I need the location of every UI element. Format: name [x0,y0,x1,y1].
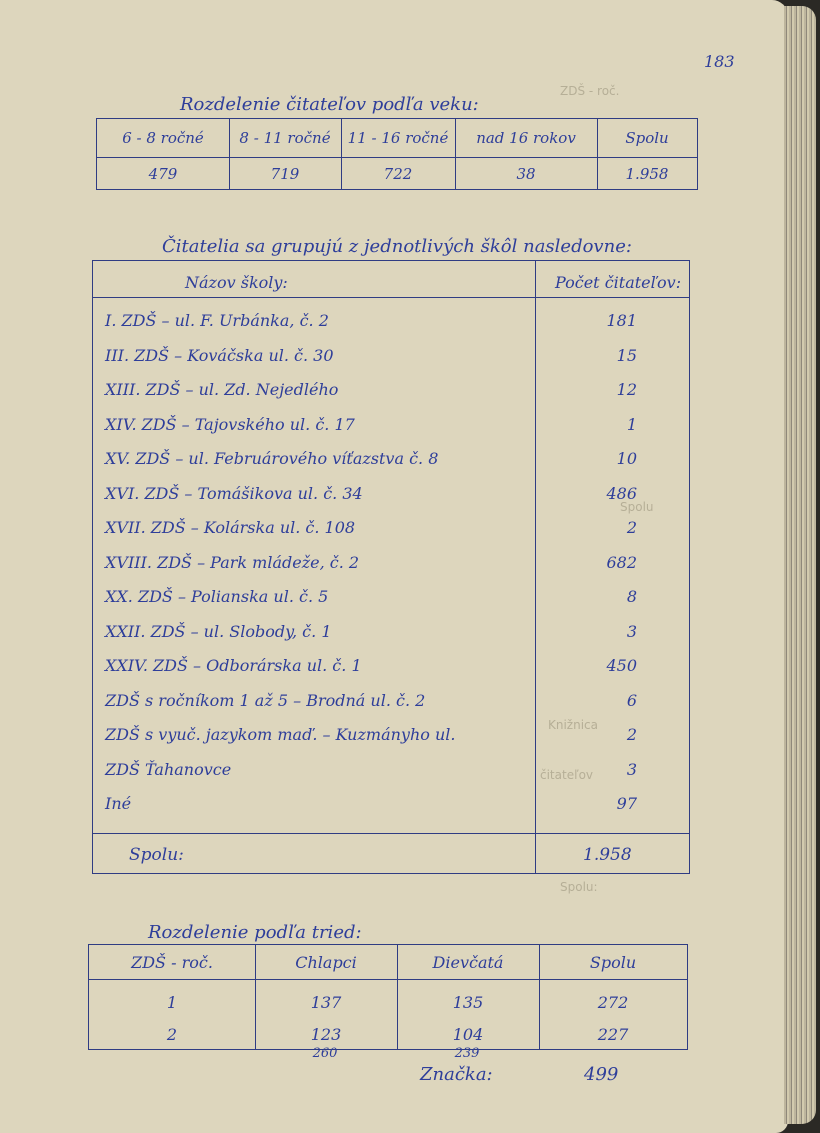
school-reader-count: 8 [626,587,637,606]
schools-total-value: 1.958 [583,845,632,865]
school-row [93,411,689,439]
school-reader-count: 2 [626,518,637,537]
school-reader-count: 6 [626,690,637,710]
age-value-8-11: 719 [270,165,300,183]
grades-total-value: 499 [584,1064,619,1085]
age-header-11-16: 11 - 16 ročné [347,129,449,147]
school-row [93,687,689,715]
school-row [93,790,689,818]
schools-section-title: Čitatelia sa grupujú z jednotlivých škôl nasledovne: [162,236,632,257]
grades-row-2-boys: 123 [310,1025,342,1044]
school-name: XXII. ZDŠ – ul. Slobody, č. 1 [105,621,332,641]
school-reader-count: 450 [606,656,637,675]
school-reader-count: 1 [626,414,637,434]
school-row [93,342,689,370]
school-name: XV. ZDŠ – ul. Februárového víťazstva č. 8 [105,449,439,468]
grades-row-1-boys: 137 [310,993,342,1012]
page-number: 183 [704,52,735,71]
school-row [93,307,689,335]
school-row [93,583,689,611]
school-name: XVIII. ZDŠ – Park mládeže, č. 2 [105,552,360,572]
school-reader-count: 2 [626,725,637,744]
school-name: XX. ZDŠ – Polianska ul. č. 5 [105,587,329,606]
grades-total-label: Značka: [420,1064,493,1085]
school-reader-count: 486 [606,483,637,503]
school-reader-count: 682 [606,552,637,572]
grades-header-class: ZDŠ - roč. [131,953,213,972]
bleed-through-text: Spolu [620,500,654,514]
bleed-through-text: Knižnica [548,718,598,732]
grades-row-1-total: 272 [597,993,629,1012]
grades-row-2-class: 2 [166,1025,178,1044]
grades-row-1-girls: 135 [452,993,484,1012]
school-name: XXIV. ZDŠ – Odborárska ul. č. 1 [105,656,362,675]
school-name: XIII. ZDŠ – ul. Zd. Nejedlého [105,380,339,399]
schools-header-name: Názov školy: [185,273,288,292]
grades-row-2-girls: 104 [452,1025,484,1044]
age-value-over-16: 38 [516,165,536,183]
grades-row-1-class: 1 [166,993,178,1012]
age-header-6-8: 6 - 8 ročné [122,129,204,147]
bleed-through-text: ZDŠ - roč. [560,84,620,98]
school-reader-count: 97 [616,794,637,813]
school-name: XIV. ZDŠ – Tajovského ul. č. 17 [105,414,355,434]
grades-girls-sum: 239 [454,1046,480,1061]
grades-section-title: Rozdelenie podľa tried: [148,922,362,943]
schools-total-label: Spolu: [129,845,184,865]
schools-table [92,260,690,874]
bleed-through-text: čitateľov [540,768,594,782]
grades-header-girls: Dievčatá [432,953,504,972]
school-reader-count: 181 [606,311,637,330]
grades-table [88,944,688,1050]
school-row [93,514,689,542]
age-header-total: Spolu [625,129,669,147]
school-name: Iné [105,794,132,813]
school-row [93,376,689,404]
age-value-total: 1.958 [625,165,669,183]
page-edges [784,6,816,1124]
school-name: III. ZDŠ – Kováčska ul. č. 30 [105,345,334,365]
school-name: I. ZDŠ – ul. F. Urbánka, č. 2 [105,311,329,330]
grades-boys-sum: 260 [312,1046,338,1061]
age-header-8-11: 8 - 11 ročné [239,129,331,147]
school-reader-count: 12 [616,380,637,399]
school-reader-count: 15 [616,345,637,365]
age-value-6-8: 479 [148,165,178,183]
school-reader-count: 10 [616,449,637,468]
school-row [93,445,689,473]
school-row [93,618,689,646]
grades-row-2-total: 227 [597,1025,629,1044]
school-name: XVI. ZDŠ – Tomášikova ul. č. 34 [105,483,363,503]
school-row [93,480,689,508]
grades-header-boys: Chlapci [295,953,357,972]
school-name: XVII. ZDŠ – Kolárska ul. č. 108 [105,518,356,537]
school-row [93,756,689,784]
age-section-title: Rozdelenie čitateľov podľa veku: [180,94,479,115]
age-header-over-16: nad 16 rokov [476,129,576,147]
school-reader-count: 3 [626,759,637,779]
school-row [93,652,689,680]
school-reader-count: 3 [626,621,637,641]
school-name: ZDŠ s ročníkom 1 až 5 – Brodná ul. č. 2 [105,690,426,710]
age-table [96,118,698,190]
schools-header-count: Počet čitateľov: [555,273,682,292]
bleed-through-text: Spolu: [560,880,598,894]
grades-header-total: Spolu [589,953,637,972]
school-name: ZDŠ s vyuč. jazykom maď. – Kuzmányho ul. [105,725,456,744]
school-row [93,721,689,749]
school-row [93,549,689,577]
age-value-11-16: 722 [383,165,413,183]
school-name: ZDŠ Ťahanovce [105,759,232,779]
